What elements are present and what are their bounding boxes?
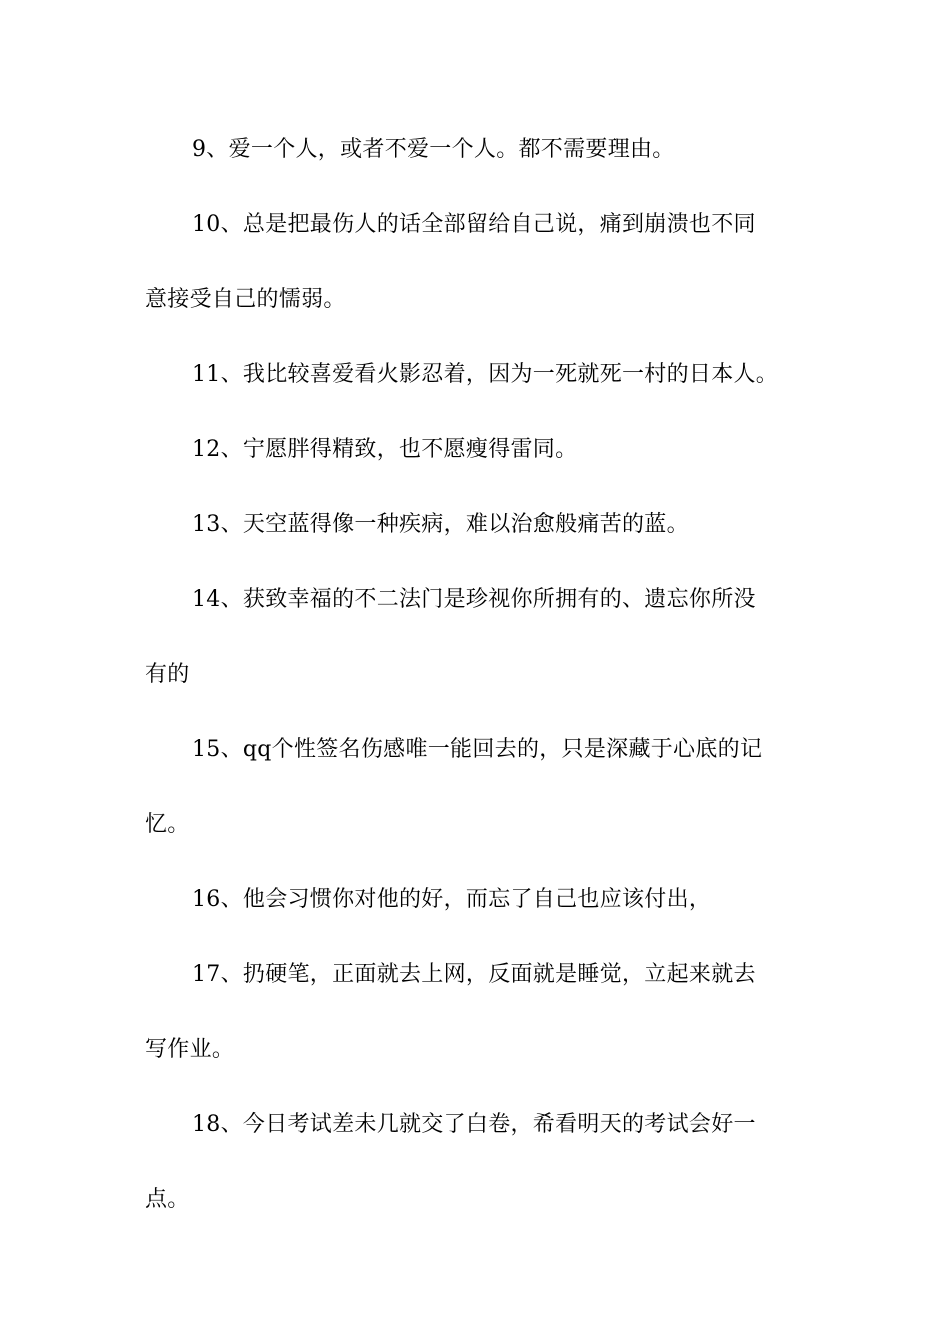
- paragraph-line-3: 意接受自己的懦弱。: [145, 287, 346, 312]
- blank-line: [145, 844, 807, 882]
- paragraph-line-4: 11、我比较喜爱看火影忍着，因为一死就死一村的日本人。: [192, 362, 779, 387]
- blank-line: [145, 319, 807, 357]
- paragraph-line-2: 10、总是把最伤人的话全部留给自己说，痛到崩溃也不同: [192, 212, 756, 237]
- paragraph-line-1: 9、爱一个人，或者不爱一个人。都不需要理由。: [192, 137, 675, 162]
- blank-line: [145, 769, 807, 807]
- blank-line: [145, 1144, 807, 1182]
- blank-line: [145, 619, 807, 657]
- paragraph-line-9: 15、qq个性签名伤感唯一能回去的，只是深藏于心底的记: [192, 737, 763, 762]
- blank-line: [145, 169, 807, 207]
- blank-line: [145, 469, 807, 507]
- blank-line: [145, 919, 807, 957]
- blank-line: [145, 394, 807, 432]
- blank-line: [145, 1069, 807, 1107]
- paragraph-line-13: 写作业。: [145, 1037, 235, 1062]
- paragraph-line-15: 点。: [145, 1187, 190, 1212]
- paragraph-line-14: 18、今日考试差未几就交了白卷，希看明天的考试会好一: [192, 1112, 756, 1137]
- blank-line: [145, 544, 807, 582]
- paragraph-line-8: 有的: [145, 662, 190, 687]
- blank-line: [145, 994, 807, 1032]
- paragraph-line-5: 12、宁愿胖得精致，也不愿瘦得雷同。: [192, 437, 578, 462]
- paragraph-line-7: 14、获致幸福的不二法门是珍视你所拥有的、遗忘你所没: [192, 587, 756, 612]
- paragraph-line-11: 16、他会习惯你对他的好，而忘了自己也应该付出，: [192, 887, 712, 912]
- paragraph-line-10: 忆。: [145, 812, 190, 837]
- paragraph-line-12: 17、扔硬笔，正面就去上网，反面就是睡觉，立起来就去: [192, 962, 756, 987]
- document-body: [145, 131, 807, 1219]
- blank-line: [145, 244, 807, 282]
- paragraph-line-6: 13、天空蓝得像一种疾病，难以治愈般痛苦的蓝。: [192, 512, 689, 537]
- blank-line: [145, 694, 807, 732]
